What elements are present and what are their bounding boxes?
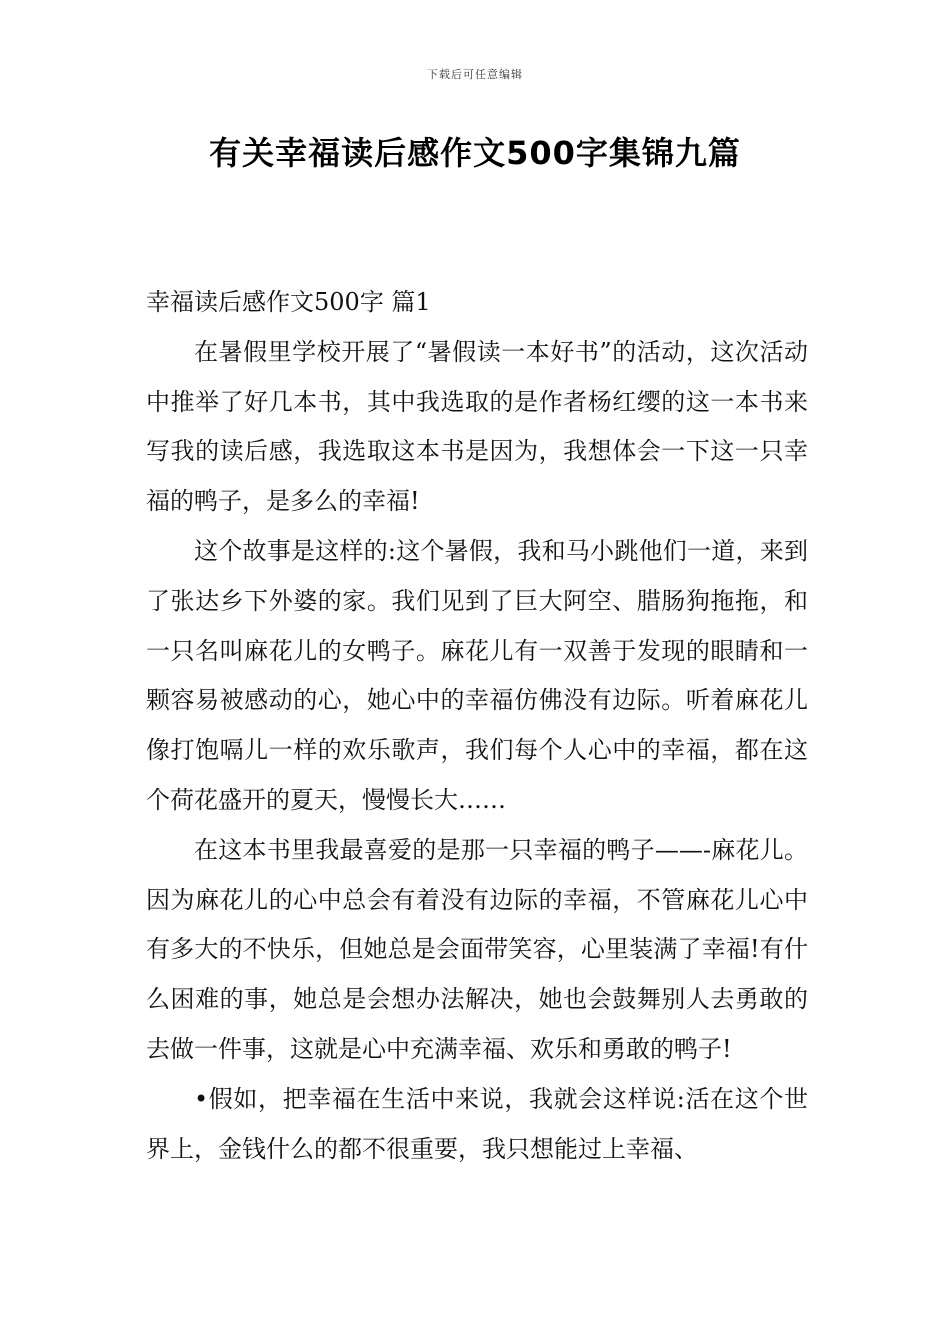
document-body: [146, 278, 808, 1174]
paragraph-1: 在暑假里学校开展了“暑假读一本好书”的活动，这次活动中推举了好几本书，其中我选取的是作者杨红缨的这一本书来写我的读后感，我选取这本书是因为，我想体会一下这一只幸福的鸭子，是多么的幸福!: [146, 337, 808, 516]
header-note: 下载后可任意编辑: [427, 68, 523, 81]
section-heading: 幸福读后感作文500字 篇1: [146, 288, 431, 316]
paragraph-3: 在这本书里我最喜爱的是那一只幸福的鸭子——-麻花儿。因为麻花儿的心中总会有着没有边际的幸福，不管麻花儿心中有多大的不快乐，但她总是会面带笑容，心里装满了幸福!有什么困难的事，她总是会想办法解决，她也会鼓舞别人去勇敢的去做一件事，这就是心中充满幸福、欢乐和勇敢的鸭子!: [146, 835, 808, 1063]
paragraph-4: •假如，把幸福在生活中来说，我就会这样说:活在这个世界上，金钱什么的都不很重要，我只想能过上幸福、: [146, 1084, 808, 1163]
paragraph-2: 这个故事是这样的:这个暑假，我和马小跳他们一道，来到了张达乡下外婆的家。我们见到了巨大阿空、腊肠狗拖拖，和一只名叫麻花儿的女鸭子。麻花儿有一双善于发现的眼睛和一颗容易被感动的心，她心中的幸福仿佛没有边际。听着麻花儿像打饱嗝儿一样的欢乐歌声，我们每个人心中的幸福，都在这个荷花盛开的夏天，慢慢长大……: [146, 536, 808, 814]
document-title: 有关幸福读后感作文500字集锦九篇: [209, 134, 741, 172]
